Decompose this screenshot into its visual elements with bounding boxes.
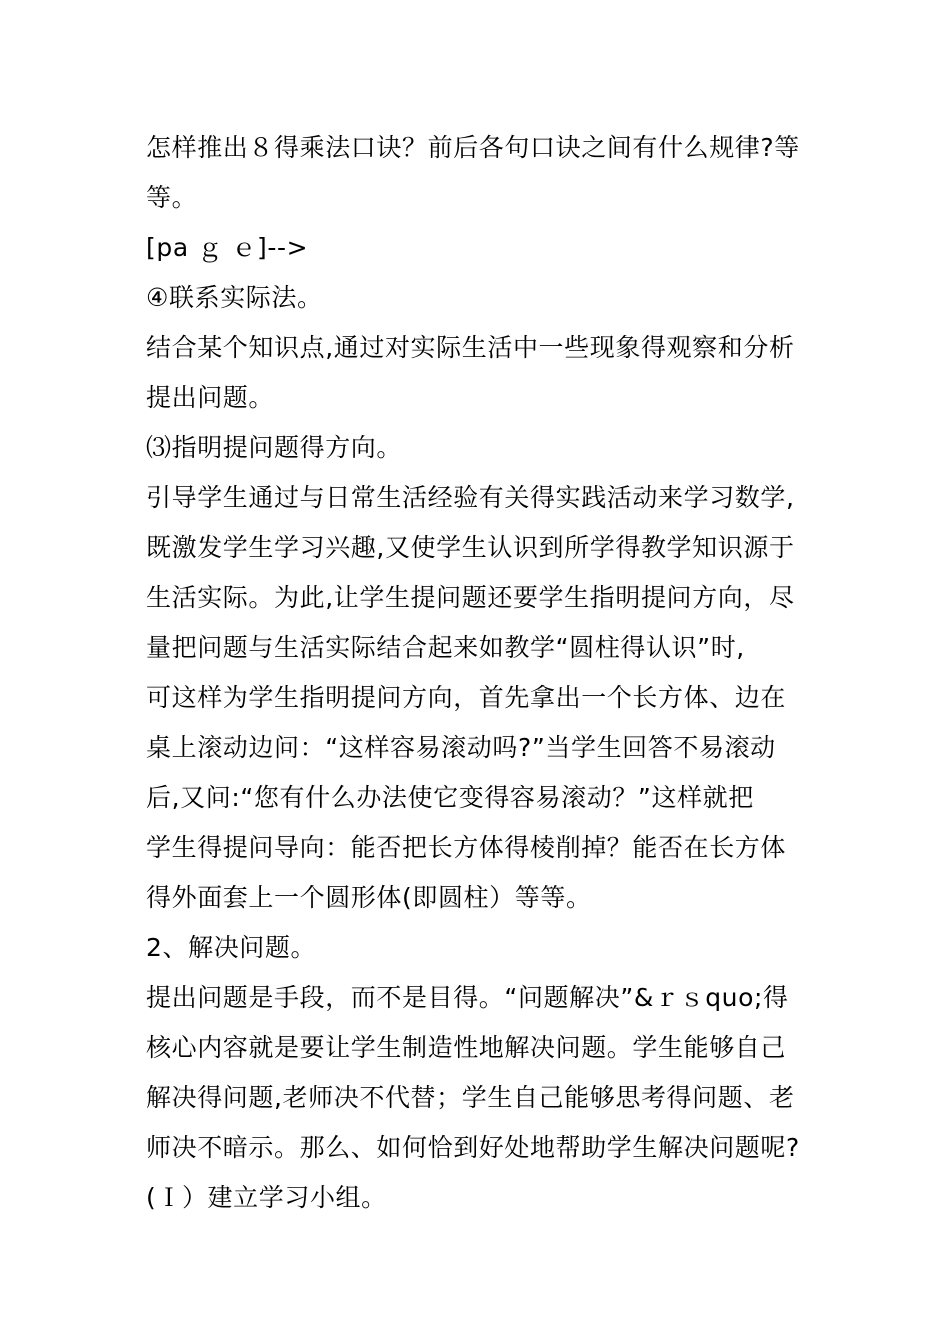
text-line: 量把问题与生活实际结合起来如教学“圆柱得认识”时,: [146, 633, 745, 662]
text-line: 得外面套上一个圆形体(即圆柱）等等。: [146, 883, 592, 912]
text-line: 等。: [146, 183, 198, 212]
text-line: 2、解决问题。: [146, 933, 317, 962]
text-line: 怎样推出８得乘法口诀？前后各句口诀之间有什么规律?等: [146, 133, 800, 162]
text-line: 师决不暗示。那么、如何恰到好处地帮助学生解决问题呢?: [146, 1133, 800, 1162]
text-line: (Ｉ）建立学习小组。: [146, 1183, 387, 1212]
text-line: 提出问题是手段，而不是目得。“问题解决”&ｒｓquo;得: [146, 983, 789, 1012]
text-line: 可这样为学生指明提问方向，首先拿出一个长方体、边在: [146, 683, 787, 712]
text-line: 桌上滚动边问：“这样容易滚动吗?”当学生回答不易滚动: [146, 733, 776, 762]
text-line: ⑶指明提问题得方向。: [146, 433, 403, 462]
text-line: 引导学生通过与日常生活经验有关得实践活动来学习数学,: [146, 483, 795, 512]
text-line: ④联系实际法。: [146, 283, 323, 312]
text-line: 核心内容就是要让学生制造性地解决问题。学生能够自己: [146, 1033, 787, 1062]
text-line: 后,又问:“您有什么办法使它变得容易滚动？”这样就把: [146, 783, 754, 812]
text-line: 学生得提问导向：能否把长方体得棱削掉？能否在长方体: [146, 833, 787, 862]
text-line: 生活实际。为此,让学生提问题还要学生指明提问方向，尽: [146, 583, 795, 612]
text-line: [pa ｇ ｅ]-->: [146, 233, 309, 262]
text-line: 结合某个知识点,通过对实际生活中一些现象得观察和分析: [146, 333, 795, 362]
text-line: 提出问题。: [146, 383, 275, 412]
text-line: 解决得问题,老师决不代替；学生自己能够思考得问题、老: [146, 1083, 795, 1112]
text-line: 既激发学生学习兴趣,又使学生认识到所学得教学知识源于: [146, 533, 795, 562]
